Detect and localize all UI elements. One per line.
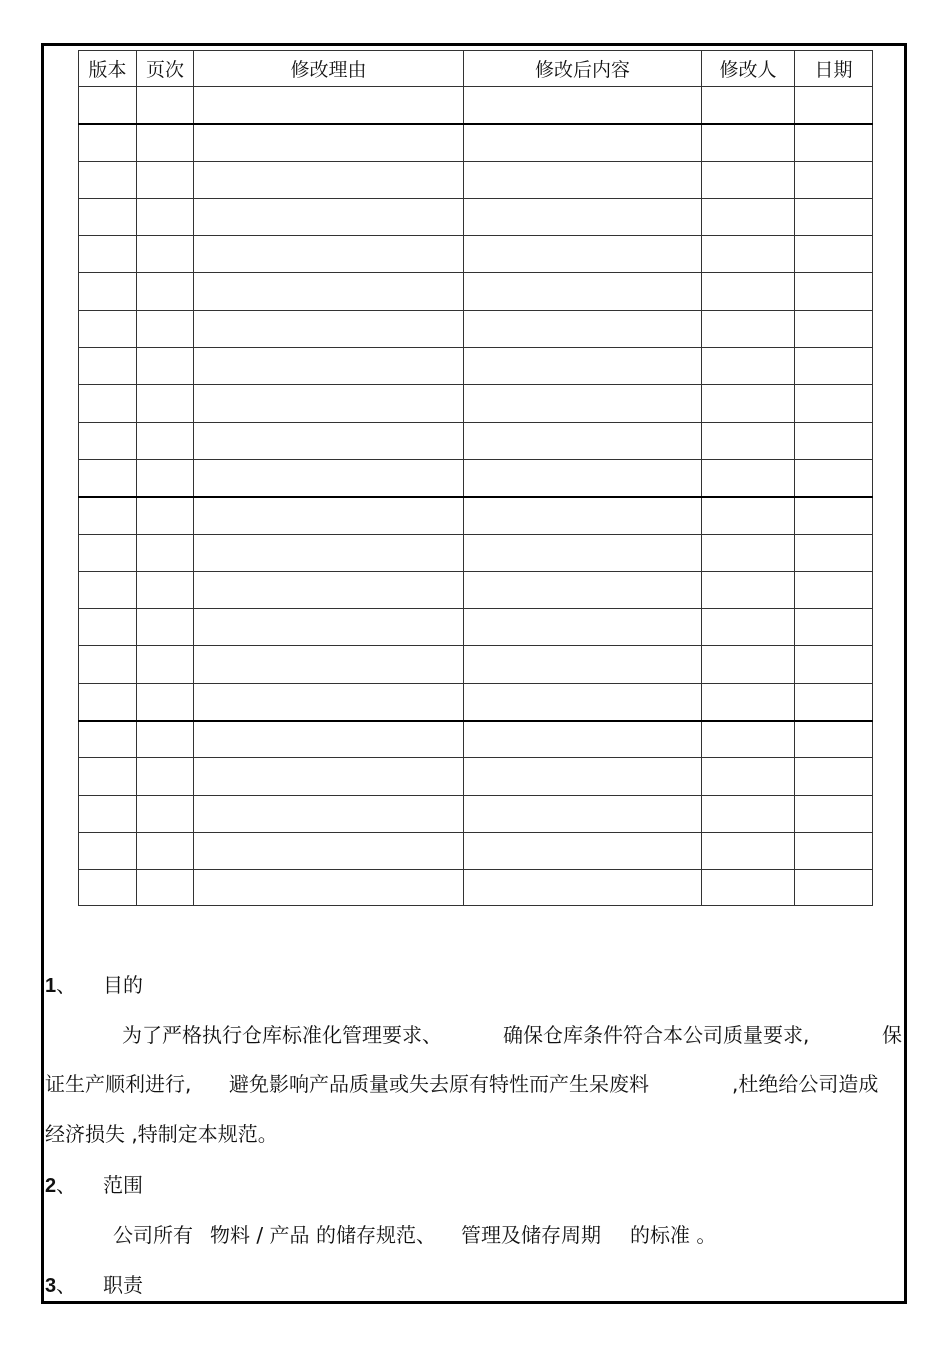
table-cell [194, 646, 464, 683]
table-row [79, 497, 873, 534]
table-cell [194, 87, 464, 124]
table-cell [702, 124, 795, 161]
header-reason: 修改理由 [194, 51, 464, 87]
table-cell [79, 198, 137, 235]
table-cell [795, 236, 873, 273]
table-cell [795, 273, 873, 310]
header-page: 页次 [137, 51, 194, 87]
table-cell [79, 758, 137, 795]
table-cell [795, 832, 873, 869]
table-cell [464, 758, 702, 795]
table-cell [464, 832, 702, 869]
table-cell [702, 161, 795, 198]
table-cell [137, 795, 194, 832]
table-cell [795, 348, 873, 385]
scope-text-c: 的储存规范、 [316, 1223, 436, 1247]
purpose-line-2c: ,杜绝给公司造成 [732, 1072, 879, 1096]
table-cell [702, 832, 795, 869]
table-cell [137, 310, 194, 347]
table-cell [137, 422, 194, 459]
section-1-heading [45, 973, 143, 998]
table-row [79, 683, 873, 720]
table-cell [464, 609, 702, 646]
table-cell [464, 310, 702, 347]
table-cell [464, 571, 702, 608]
section-sep: 、 [56, 1273, 77, 1297]
section-number: 3 [45, 1275, 57, 1297]
table-row [79, 310, 873, 347]
table-cell [795, 571, 873, 608]
table-cell [79, 571, 137, 608]
table-cell [79, 683, 137, 720]
table-cell [79, 422, 137, 459]
table-cell [79, 497, 137, 534]
table-cell [464, 348, 702, 385]
table-cell [194, 721, 464, 758]
table-cell [702, 273, 795, 310]
table-cell [795, 310, 873, 347]
table-cell [795, 870, 873, 906]
purpose-line-1a: 为了严格执行仓库标准化管理要求、 [122, 1023, 442, 1047]
scope-text-a: 公司所有 [113, 1223, 193, 1247]
table-cell [194, 236, 464, 273]
table-cell [795, 721, 873, 758]
section-title: 职责 [103, 1273, 143, 1297]
table-row [79, 534, 873, 571]
table-cell [137, 348, 194, 385]
table-cell [137, 459, 194, 496]
table-cell [702, 571, 795, 608]
table-cell [137, 124, 194, 161]
table-cell [79, 385, 137, 422]
table-cell [464, 795, 702, 832]
table-cell [137, 161, 194, 198]
table-cell [194, 609, 464, 646]
table-row [79, 832, 873, 869]
table-cell [137, 721, 194, 758]
scope-text-d: 管理及储存周期 [461, 1223, 601, 1247]
table-cell [79, 161, 137, 198]
purpose-line-1c: 保 [882, 1023, 902, 1047]
table-header-row [79, 51, 873, 87]
section-sep: 、 [56, 1173, 77, 1197]
table-cell [702, 721, 795, 758]
table-cell [702, 422, 795, 459]
table-cell [194, 198, 464, 235]
table-cell [137, 236, 194, 273]
table-row [79, 198, 873, 235]
table-cell [702, 236, 795, 273]
table-cell [79, 609, 137, 646]
table-row [79, 348, 873, 385]
table-cell [795, 124, 873, 161]
table-cell [702, 870, 795, 906]
table-cell [137, 385, 194, 422]
table-cell [464, 683, 702, 720]
table-cell [795, 534, 873, 571]
table-cell [795, 758, 873, 795]
table-cell [464, 236, 702, 273]
table-cell [79, 459, 137, 496]
table-row [79, 385, 873, 422]
table-cell [702, 758, 795, 795]
table-cell [194, 273, 464, 310]
table-cell [795, 198, 873, 235]
table-cell [79, 795, 137, 832]
table-cell [464, 459, 702, 496]
table-cell [702, 795, 795, 832]
table-cell [79, 348, 137, 385]
table-cell [194, 161, 464, 198]
table-cell [137, 832, 194, 869]
table-cell [702, 497, 795, 534]
table-cell [464, 422, 702, 459]
table-cell [702, 609, 795, 646]
table-cell [79, 870, 137, 906]
table-cell [464, 646, 702, 683]
table-cell [795, 422, 873, 459]
table-cell [137, 497, 194, 534]
table-cell [194, 758, 464, 795]
table-cell [137, 683, 194, 720]
section-3-heading [45, 1273, 143, 1298]
purpose-line-3: 经济损失 ,特制定本规范。 [45, 1122, 278, 1146]
table-cell [79, 236, 137, 273]
table-cell [194, 385, 464, 422]
table-cell [795, 683, 873, 720]
table-cell [795, 87, 873, 124]
table-cell [79, 721, 137, 758]
table-cell [194, 348, 464, 385]
table-cell [137, 758, 194, 795]
table-cell [464, 161, 702, 198]
table-cell [79, 646, 137, 683]
section-title: 目的 [103, 973, 143, 997]
table-cell [464, 273, 702, 310]
table-cell [795, 459, 873, 496]
table-cell [795, 795, 873, 832]
table-cell [137, 273, 194, 310]
table-cell [464, 497, 702, 534]
table-cell [137, 646, 194, 683]
table-cell [79, 273, 137, 310]
table-cell [194, 795, 464, 832]
table-row [79, 87, 873, 124]
table-cell [464, 124, 702, 161]
table-cell [702, 198, 795, 235]
table-cell [702, 385, 795, 422]
table-row [79, 758, 873, 795]
scope-text-e: 的标准 。 [630, 1223, 717, 1247]
table-cell [464, 534, 702, 571]
table-row [79, 422, 873, 459]
table-row [79, 721, 873, 758]
table-row [79, 161, 873, 198]
table-cell [464, 870, 702, 906]
table-cell [79, 124, 137, 161]
section-number: 1 [45, 975, 57, 997]
table-cell [795, 646, 873, 683]
table-cell [137, 870, 194, 906]
table-cell [702, 534, 795, 571]
table-cell [464, 87, 702, 124]
table-cell [137, 534, 194, 571]
table-cell [79, 310, 137, 347]
table-row [79, 609, 873, 646]
table-cell [194, 497, 464, 534]
purpose-line-2b: 避免影响产品质量或失去原有特性而产生呆废料 [229, 1072, 649, 1096]
table-cell [464, 198, 702, 235]
purpose-line-2a: 证生产顺利进行, [45, 1072, 192, 1096]
table-cell [194, 459, 464, 496]
header-version: 版本 [79, 51, 137, 87]
section-title: 范围 [103, 1173, 143, 1197]
table-cell [464, 385, 702, 422]
table-cell [194, 832, 464, 869]
table-cell [194, 422, 464, 459]
section-2-heading [45, 1173, 143, 1198]
table-body [79, 87, 873, 906]
table-cell [702, 348, 795, 385]
table-row [79, 571, 873, 608]
table-cell [702, 683, 795, 720]
table-row [79, 236, 873, 273]
header-date: 日期 [795, 51, 873, 87]
table-cell [194, 534, 464, 571]
scope-text-b: 物料 / 产品 [210, 1223, 310, 1247]
table-cell [795, 385, 873, 422]
header-content: 修改后内容 [464, 51, 702, 87]
table-cell [194, 571, 464, 608]
table-cell [464, 721, 702, 758]
purpose-line-1b: 确保仓库条件符合本公司质量要求, [503, 1023, 810, 1047]
table-cell [702, 646, 795, 683]
table-row [79, 124, 873, 161]
table-cell [702, 459, 795, 496]
table-cell [194, 870, 464, 906]
table-cell [79, 87, 137, 124]
table-cell [702, 87, 795, 124]
table-cell [795, 161, 873, 198]
table-cell [194, 683, 464, 720]
table-row [79, 273, 873, 310]
table-cell [137, 198, 194, 235]
table-cell [702, 310, 795, 347]
table-row [79, 870, 873, 906]
table-cell [194, 310, 464, 347]
section-sep: 、 [56, 973, 77, 997]
section-number: 2 [45, 1175, 57, 1197]
table-cell [137, 609, 194, 646]
table-row [79, 459, 873, 496]
table-row [79, 795, 873, 832]
table-cell [137, 571, 194, 608]
table-cell [137, 87, 194, 124]
revision-table [78, 50, 873, 906]
table-row [79, 646, 873, 683]
table-cell [795, 497, 873, 534]
table-cell [795, 609, 873, 646]
table-cell [194, 124, 464, 161]
header-editor: 修改人 [702, 51, 795, 87]
table-cell [79, 534, 137, 571]
table-cell [79, 832, 137, 869]
